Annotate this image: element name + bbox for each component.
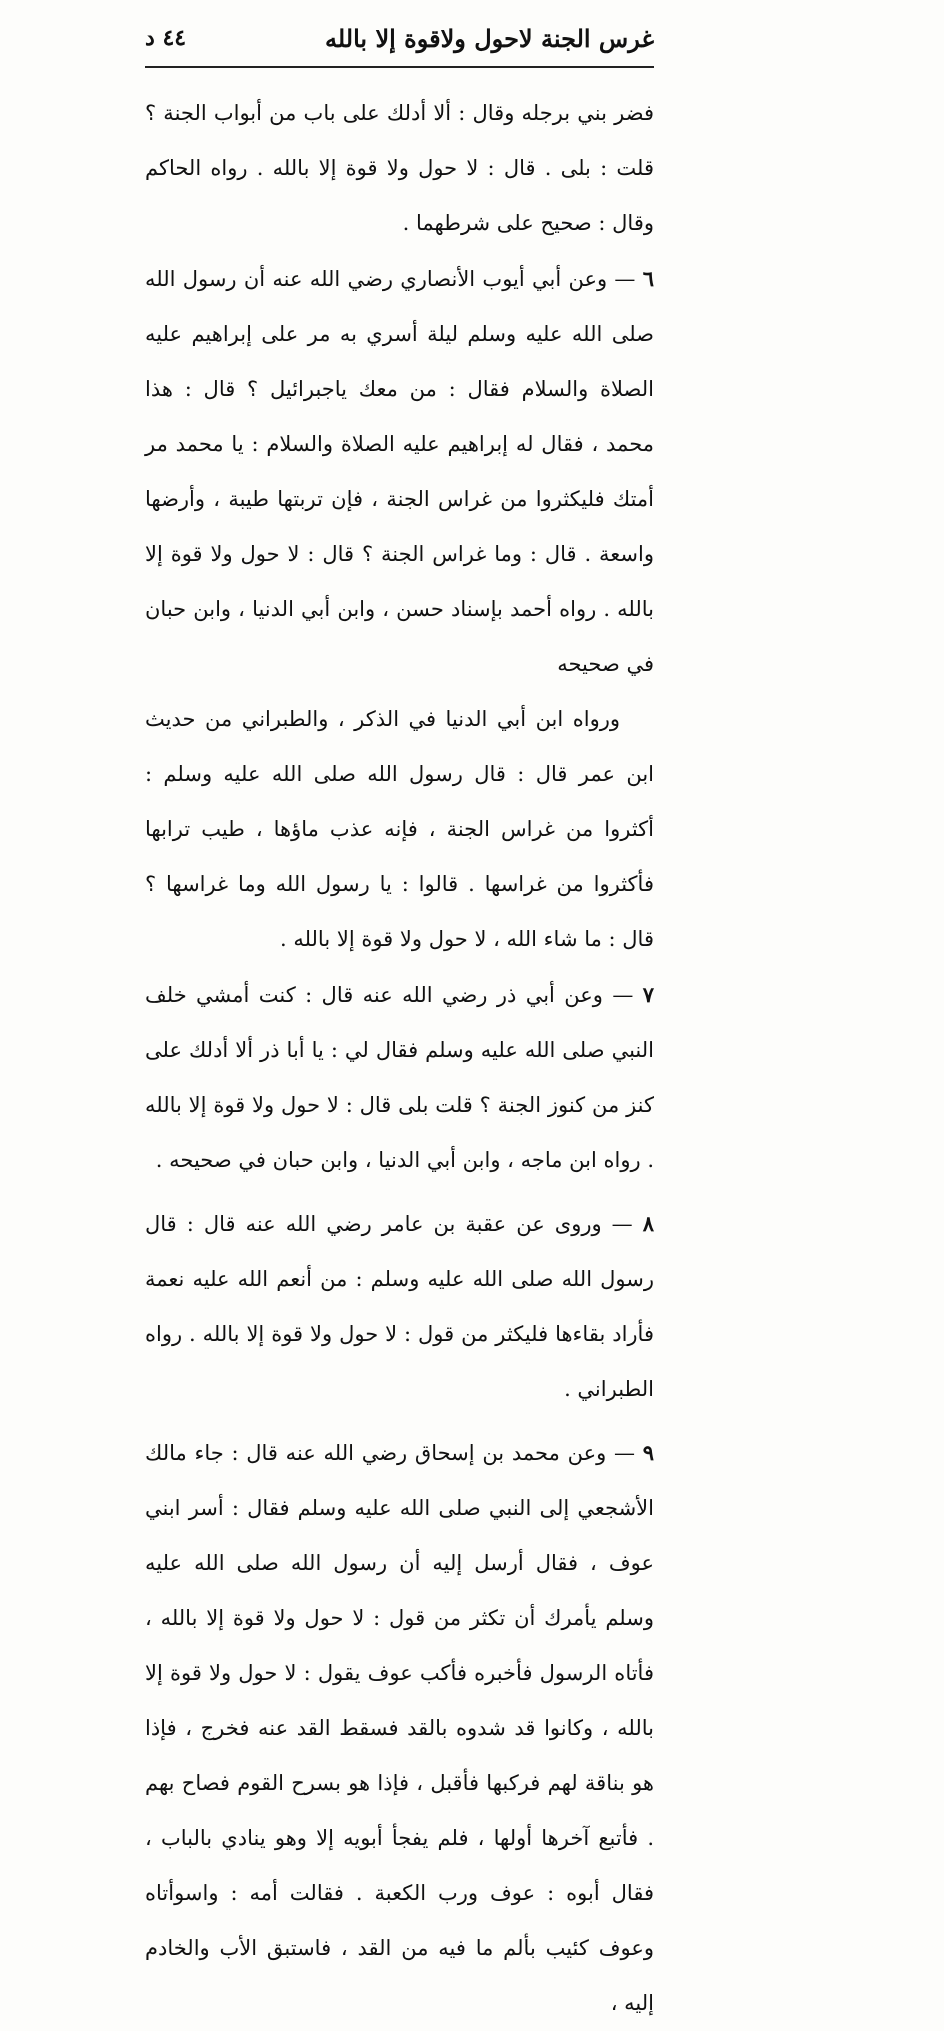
paragraph-text: — وعن محمد بن إسحاق رضي الله عنه قال : جاء مالك الأشجعي إلى النبي صلى الله عليه وسلم فقال : أسر ابني عوف ، فقال أرسل إليه أن رسول الله صلى الله عليه وسلم يأمرك أن تكثر من قول : لا حول ولا قوة إلا بالله ، فأتاه الرسول فأخبره فأكب عوف يقول : لا حول ولا قوة إلا بالله ، وكانوا قد شدوه بالقد فسقط القد عنه فخرج ، فإذا هو بناقة لهم فركبها فأقبل ، فإذا هو بسرح القوم فصاح بهم . فأتبع آخرها أولها ، فلم يفجأ أبويه إلا وهو ينادي بالباب ، فقال أبوه : عوف ورب الكعبة . فقالت أمه : واسوأتاه وعوف كئيب بألم ما فيه من القد ، فاستبق الأب والخادم إليه ، [145, 1441, 654, 2015]
hadith-number: ٧ [642, 982, 654, 1007]
running-title: غرس الجنة لاحول ولاقوة إلا بالله [324, 23, 654, 53]
hadith-number: ٨ [642, 1211, 654, 1236]
paragraph-text: — وعن أبي ذر رضي الله عنه قال : كنت أمشي خلف النبي صلى الله عليه وسلم فقال لي : يا أبا ذر ألا أدلك على كنز من كنوز الجنة ؟ قلت بلى قال : لا حول ولا قوة إلا بالله . رواه ابن ماجه ، وابن أبي الدنيا ، وابن حبان في صحيحه . [145, 983, 654, 1172]
hadith-paragraph-8 [145, 1196, 654, 1417]
paragraph-text: فضر بني برجله وقال : ألا أدلك على باب من أبواب الجنة ؟ قلت : بلى . قال : لا حول ولا قوة إلا بالله . رواه الحاكم وقال : صحيح على شرطهما . [145, 101, 654, 235]
hadith-paragraph-6 [145, 251, 654, 692]
paragraph-text: — وعن أبي أيوب الأنصاري رضي الله عنه أن رسول الله صلى الله عليه وسلم ليلة أسري به مر على إبراهيم عليه الصلاة والسلام فقال : من معك ياجبرائيل ؟ قال : هذا محمد ، فقال له إبراهيم عليه الصلاة والسلام : يا محمد مر أمتك فليكثروا من غراس الجنة ، فإن تربتها طيبة ، وأرضها واسعة . قال : وما غراس الجنة ؟ قال : لا حول ولا قوة إلا بالله . رواه أحمد بإسناد حسن ، وابن أبي الدنيا ، وابن حبان في صحيحه [145, 267, 654, 676]
page-number: ٤٤ د [145, 25, 187, 51]
paragraph-gap [145, 1417, 654, 1425]
hadith-paragraph-9 [145, 1425, 654, 2031]
hadith-number: ٦ [642, 266, 654, 291]
hadith-paragraph-7 [145, 967, 654, 1188]
paragraph-text: ورواه ابن أبي الدنيا في الذكر ، والطبراني من حديث ابن عمر قال : قال رسول الله صلى الله عليه وسلم : أكثروا من غراس الجنة ، فإنه عذب ماؤها ، طيب ترابها فأكثروا من غراسها . قالوا : يا رسول الله وما غراسها ؟ قال : ما شاء الله ، لا حول ولا قوة إلا بالله . [145, 707, 654, 951]
header-divider [145, 66, 654, 68]
paragraph-gap [145, 1188, 654, 1196]
paragraph-narration-note [145, 692, 654, 967]
paragraph-continuation [145, 86, 654, 251]
paragraph-text: — وروى عن عقبة بن عامر رضي الله عنه قال : قال رسول الله صلى الله عليه وسلم : من أنعم الله عليه نعمة فأراد بقاءها فليكثر من قول : لا حول ولا قوة إلا بالله . رواه الطبراني . [145, 1212, 654, 1401]
hadith-number: ٩ [642, 1440, 654, 1465]
page-header [145, 18, 654, 58]
page-body [145, 86, 654, 2031]
